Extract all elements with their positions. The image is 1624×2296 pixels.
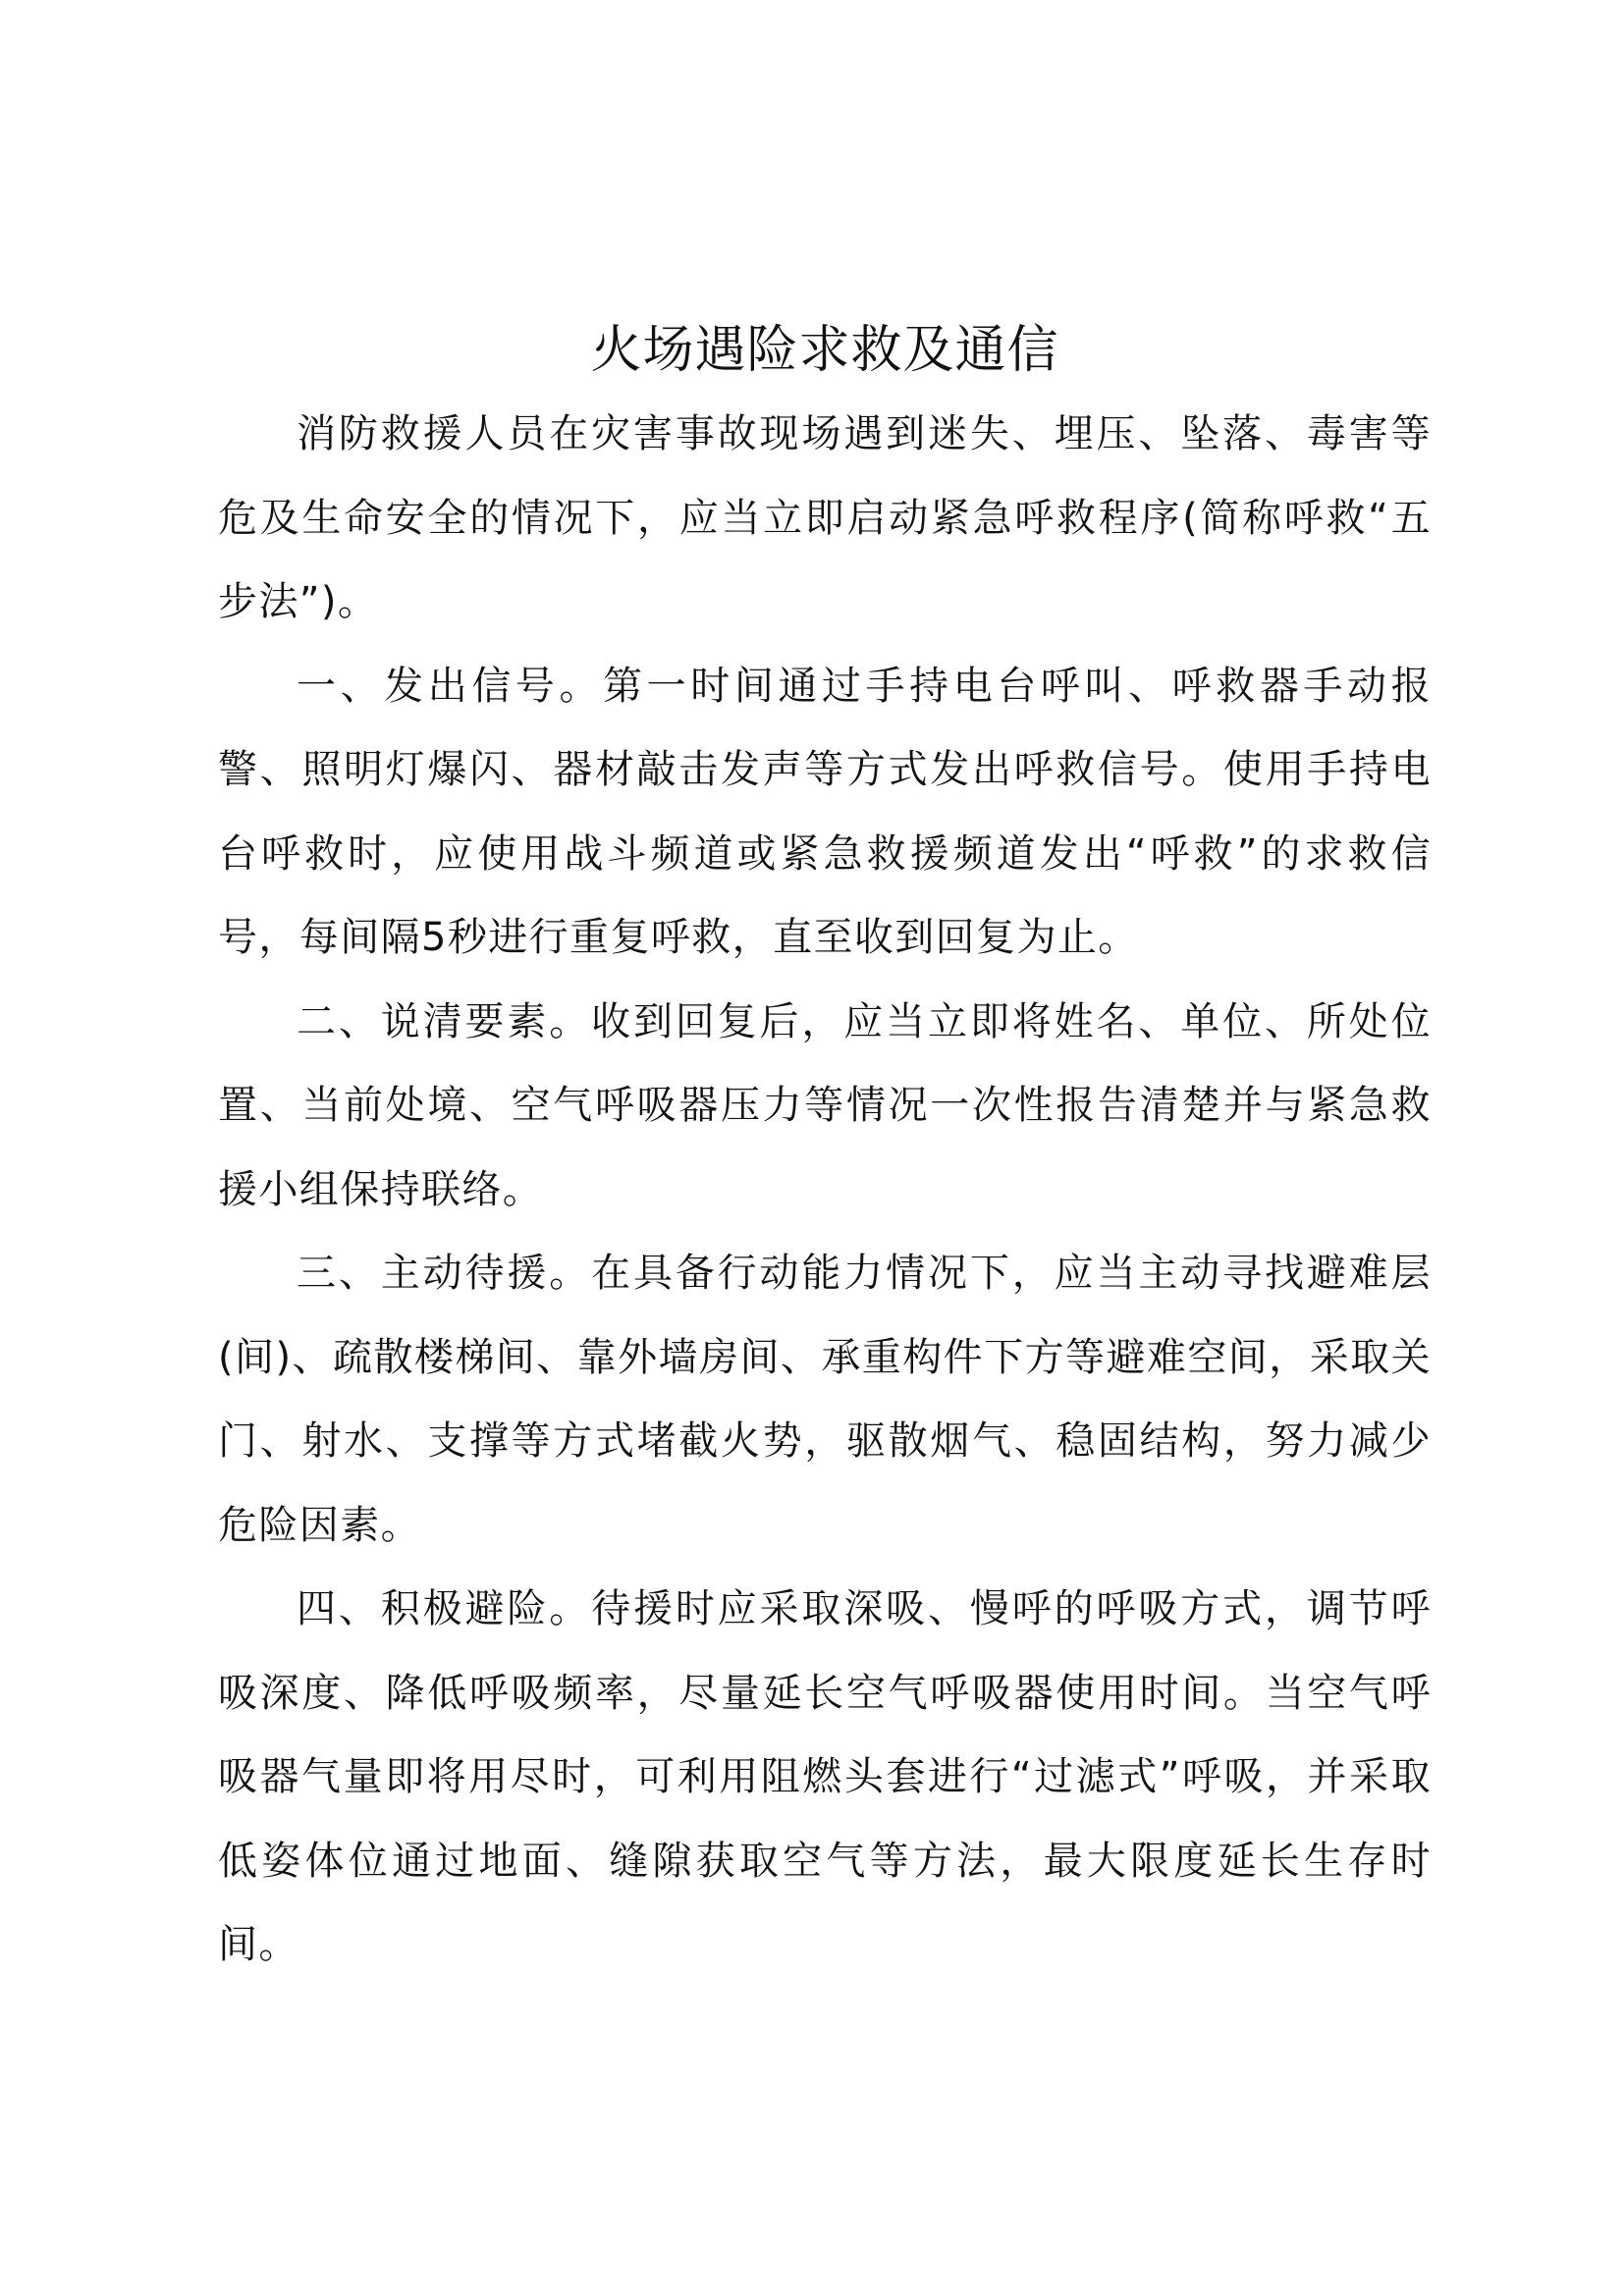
step-2-paragraph: 二、说清要素。收到回复后，应当立即将姓名、单位、所处位置、当前处境、空气呼吸器压力等情况一次性报告清楚并与紧急救援小组保持联络。 — [218, 998, 1432, 1212]
intro-paragraph: 消防救援人员在灾害事故现场遇到迷失、埋压、坠落、毒害等危及生命安全的情况下，应当立即启动紧急呼救程序(简称呼救“五步法”)。 — [218, 411, 1432, 624]
step-1-paragraph: 一、发出信号。第一时间通过手持电台呼叫、呼救器手动报警、照明灯爆闪、器材敲击发声等方式发出呼救信号。使用手持电台呼救时，应使用战斗频道或紧急救援频道发出“呼救”的求救信号，每间隔5秒进行重复呼救，直至收到回复为止。 — [218, 663, 1432, 960]
step-4-paragraph: 四、积极避险。待援时应采取深吸、慢呼的呼吸方式，调节呼吸深度、降低呼吸频率，尽量延长空气呼吸器使用时间。当空气呼吸器气量即将用尽时，可利用阻燃头套进行“过滤式”呼吸，并采取低姿体位通过地面、缝隙获取空气等方法，最大限度延长生存时间。 — [218, 1586, 1432, 1967]
step-3-paragraph: 三、主动待援。在具备行动能力情况下，应当主动寻找避难层(间)、疏散楼梯间、靠外墙房间、承重构件下方等避难空间，采取关门、射水、支撑等方式堵截火势，驱散烟气、稳固结构，努力减少危险因素。 — [218, 1251, 1432, 1548]
document-page — [218, 316, 1432, 1988]
document-title: 火场遇险求救及通信 — [590, 321, 1059, 380]
